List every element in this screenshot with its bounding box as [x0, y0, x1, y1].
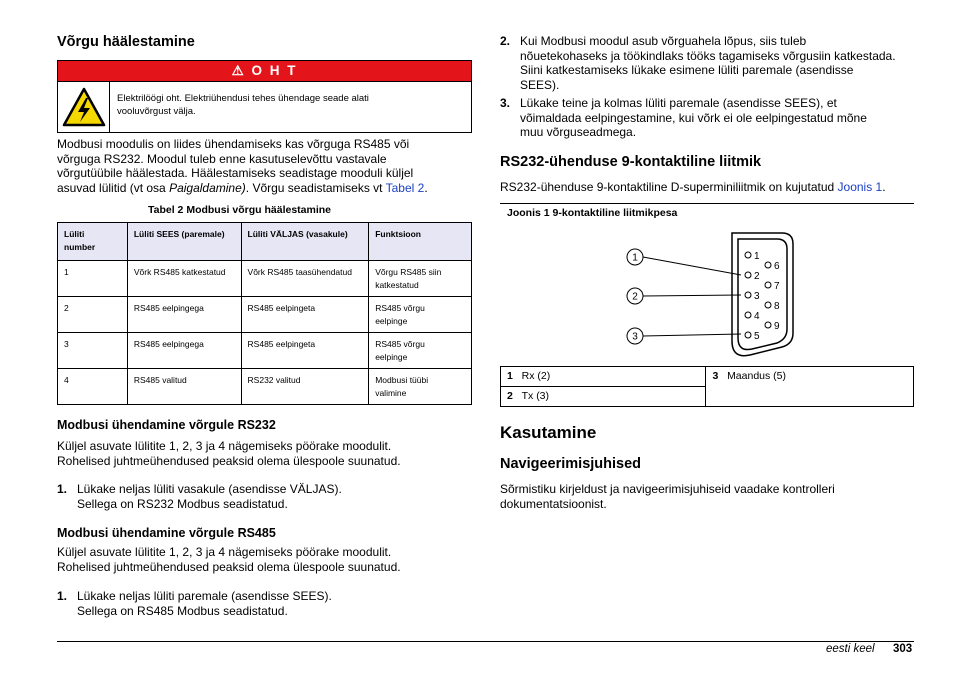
table-row: 1 Võrk RS485 katkestatud Võrk RS485 taasühendatud Võrgu RS485 siin katkestatud	[58, 261, 472, 297]
pin	[745, 292, 751, 298]
rs485-step-1: 1. Lükake neljas lüliti paremale (asendisse SEES). Sellega on RS485 Modbus seadistatud.	[57, 589, 332, 618]
subheading-rs232: Modbusi ühendamine võrgule RS232	[57, 418, 276, 432]
figure-1-link[interactable]: Joonis 1	[837, 180, 883, 194]
navigation-paragraph: Sõrmistiku kirjeldust ja navigeerimisjuhiseid vaadake kontrolleri dokumentatsioonist.	[500, 482, 835, 511]
warning-triangle-icon: ⚠	[231, 63, 246, 78]
connector-heading: RS232-ühenduse 9-kontaktiline liitmik	[500, 154, 762, 170]
pin-label: 2	[754, 271, 760, 282]
rs232-step-1: 1. Lükake neljas lüliti vasakule (asendisse VÄLJAS). Sellega on RS232 Modbus seadistatud.	[57, 482, 342, 511]
pin	[765, 302, 771, 308]
pin-label: 3	[754, 291, 760, 302]
warning-text-line: Elektrilöögi oht. Elektriühendusi tehes ühendage seade alati	[117, 93, 369, 104]
pin-label: 4	[754, 311, 760, 322]
legend-row: 2 Tx (3)	[501, 387, 914, 407]
connector-paragraph: RS232-ühenduse 9-kontaktiline D-superminiliitmik on kujutatud Joonis 1.	[500, 180, 886, 194]
warning-header: ⚠ O H T	[57, 60, 472, 81]
figure-caption: Joonis 1 9-kontaktiline liitmikpesa	[507, 207, 678, 219]
column-header: Funktsioon	[369, 223, 472, 261]
callout-number: 1	[632, 252, 638, 264]
warning-box	[57, 60, 472, 133]
navigation-heading: Navigeerimisjuhised	[500, 456, 642, 472]
pin	[745, 312, 751, 318]
table-caption: Tabel 2 Modbusi võrgu häälestamine	[148, 204, 332, 216]
callout-line	[643, 295, 741, 296]
rs485-paragraph: Küljel asuvate lülitite 1, 2, 3 ja 4 nägemiseks pöörake moodulit. Rohelised juhtmeühendused peaksid olema ülespoole suunatud.	[57, 545, 401, 574]
step-2: 2. Kui Modbusi moodul asub võrguahela lõpus, siis tuleb nõuetekohaseks ja töökindlaks tööks tagamiseks võrgusiin katkestada. Siini katkestamiseks lükake esimene lüliti paremale (asendisse SEES).	[500, 34, 896, 92]
section-heading-network-setup: Võrgu häälestamine	[57, 34, 195, 50]
pin	[765, 262, 771, 268]
table-2-link[interactable]: Tabel 2	[385, 180, 425, 195]
electrical-hazard-icon	[62, 87, 106, 127]
table-row: 4 RS485 valitud RS232 valitud Modbusi tüübi valimine	[58, 369, 472, 405]
column-header: Lüliti number	[58, 223, 128, 261]
column-header: Lüliti SEES (paremale)	[127, 223, 241, 261]
pin-label: 8	[774, 301, 780, 312]
column-header: Lüliti VÄLJAS (vasakule)	[241, 223, 369, 261]
pin-label: 5	[754, 331, 760, 342]
pin	[765, 282, 771, 288]
connector-diagram	[500, 225, 914, 365]
table-row: 3 RS485 eelpingega RS485 eelpingeta RS485 võrgu eelpinge	[58, 333, 472, 369]
section-heading-usage: Kasutamine	[500, 423, 597, 442]
pin	[745, 332, 751, 338]
callout-number: 2	[632, 291, 638, 303]
figure-caption-rule	[500, 203, 914, 204]
modbus-settings-table	[57, 222, 472, 405]
pin-label: 6	[774, 261, 780, 272]
intro-paragraph: Modbusi moodulis on liides ühendamiseks kas võrguga RS485 või võrguga RS232. Moodul tuleb enne kasutuselevõttu vastavale võrgutüübile häälestada. Häälestamiseks seadistage mooduli küljel asuvad lülitid (vt osa Paigaldamine). Võrgu seadistamiseks vt Tabel 2.	[57, 137, 428, 195]
table-row: 2 RS485 eelpingega RS485 eelpingeta RS485 võrgu eelpinge	[58, 297, 472, 333]
pin-label: 1	[754, 251, 760, 262]
pin-label: 9	[774, 321, 780, 332]
figure-legend-table	[500, 366, 914, 407]
warning-text-line: vooluvõrgust välja.	[117, 105, 196, 117]
rs232-paragraph: Küljel asuvate lülitite 1, 2, 3 ja 4 nägemiseks pöörake moodulit. Rohelised juhtmeühendused peaksid olema ülespoole suunatud.	[57, 439, 401, 468]
legend-row: 1 Rx (2) 3 Maandus (5)	[501, 367, 914, 387]
pin-label: 7	[774, 281, 780, 292]
table-header-row	[58, 223, 472, 261]
footer-rule	[57, 641, 914, 642]
subheading-rs485: Modbusi ühendamine võrgule RS485	[57, 526, 276, 540]
footer-language: eesti keel	[826, 643, 875, 655]
page-number: 303	[893, 643, 913, 655]
pin	[765, 322, 771, 328]
step-3: 3. Lükake teine ja kolmas lüliti paremale (asendisse SEES), et võimaldada eelpingestamine, kui võrk ei ole eelpingestatud mõne muu võrguseadmega.	[500, 96, 867, 140]
callout-number: 3	[632, 331, 638, 343]
pin	[745, 252, 751, 258]
callout-line	[643, 334, 741, 336]
pin	[745, 272, 751, 278]
callout-line	[643, 257, 741, 275]
